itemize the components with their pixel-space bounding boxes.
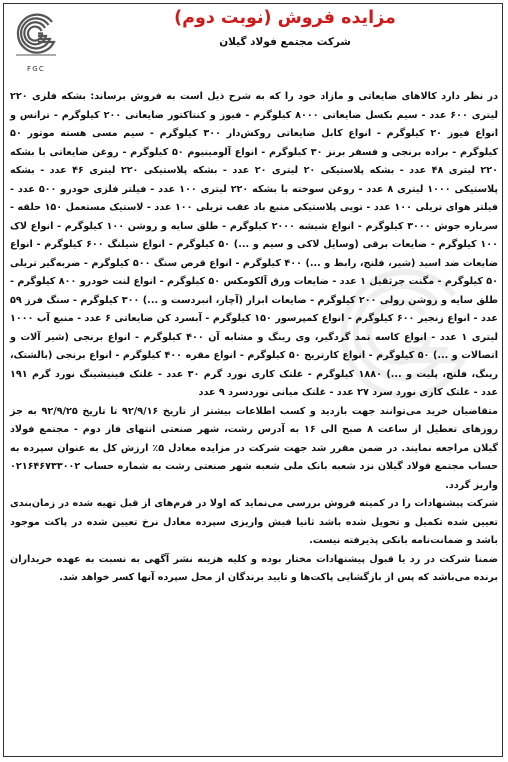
company-name: شرکت مجتمع فولاد گیلان bbox=[219, 36, 351, 48]
page-title: مزایده فروش (نوبت دوم) bbox=[174, 8, 396, 28]
items-paragraph: در نظر دارد کالاهای ضایعاتی و مازاد خود را که به شرح ذیل است به فروش برساند: بشکه فلزی ۲۲۰ لیتری ۶۰۰ عدد - سیم بکسل ضایعاتی ۸۰۰۰ کیلوگرم - فیوز و کنتاکتور ضایعاتی ۲۰۰ کیلوگرم - ترانس و انواع فیوز ۲۰ کیلوگرم - انواع کابل ضایعاتی روکش‌دار ۳۰۰ کیلوگرم - سیم مسی هسته موتور ۵۰ کیلوگرم - براده برنجی و فسفر برنز ۳۰ کیلوگرم - انواع آلومینیوم ۵۰ کیلوگرم - روغن ضایعاتی با بشکه ۲۲۰ لیتری ۴۸ عدد - بشکه پلاستیکی ۲۰ لیتری ۲۰ عدد - بشکه پلاستیکی ۲۲۰ لیتری ۴۶ عدد - بشکه پلاستیکی ۱۰۰۰ لیتری ۸ عدد - روغن سوخته با بشکه ۲۲۰ لیتری ۱۰۰ عدد - فیلتر فلزی خودرو ۵۰۰ عدد - فیلتر هوای تریلی ۱۰۰ عدد - تویی پلاستیکی منبع باد عقب تریلی ۱۰۰ عدد - لاستیک مستعمل ۱۵۰ حلقه - سرباره جوش ۳۰۰۰ کیلوگرم - انواع شیشه ۲۰۰۰ کیلوگرم - طلق سایه و روشن ۱۰۰ کیلوگرم - انواع لاک ۱۰۰ کیلوگرم - ضایعات برقی (وسایل لاکی و سیم و ...) ۵۰ کیلوگرم - انواع شیلنگ ۶۰۰ کیلوگرم - انواع ضایعات ضد اسید (شیر، فلنج، رابط و ...) ۴۰۰ کیلوگرم - انواع قرص سنگ ۵۰۰ کیلوگرم - ضربه‌گیر تریلی ۵۰ کیلوگرم - مگنت جرثقیل ۱ عدد - ضایعات ورق آلکومکس ۵۰ کیلوگرم - انواع لنت خودرو ۸۰۰ کیلوگرم - طلق سایه و روشن رولی ۲۰۰ کیلوگرم - ضایعات ابزار (آچار، انبردست و ...) ۳۰۰ کیلوگرم - سنگ فرز ۵۹ عدد - انواع زنجیر ۶۰۰ کیلوگرم - انواع کمپرسور ۱۵۰ کیلوگرم - آبسرد کن ضایعاتی ۶ عدد - منبع آب ۱۰۰۰ لیتری ۱ عدد - انواع کاسه نمد گردگیر، وی رینگ و مشابه آن ۴۰۰ کیلوگرم - انواع برنجی (شیر آلات و اتصالات و ...) ۵۰ کیلوگرم - انواع کارتریج ۵۰ کیلوگرم - انواع مقره ۴۰۰ کیلوگرم - انواع برنجی (بالشتک، رینگ، فلنج، پلیت و ...) ۱۸۸۰ کیلوگرم - غلتک کاری نورد گرم ۳۰ عدد - غلتک فینیشینگ نورد گرم ۱۹۱ عدد - غلتک کاری نورد سرد ۲۷ عدد - غلتک میانی نوردسرد ۹ عدد bbox=[10, 91, 499, 398]
announcement-body bbox=[10, 88, 498, 588]
company-logo bbox=[12, 8, 60, 78]
visit-deposit-paragraph: متقاضیان خرید می‌توانند جهت بازدید و کسب اطلاعات بیشتر از تاریخ ۹۲/۹/۱۶ تا تاریخ ۹۲/۹/۲۵ به جز روزهای تعطیل از ساعت ۸ صبح الی ۱۶ به آدرس رشت، شهر صنعتی انتهای فاز دوم - مجتمع فولاد گیلان مراجعه نمایند. در ضمن مقرر شد جهت شرکت در مزایده معادل ۵٪ ارزش کل به عنوان سپرده به حساب مجتمع فولاد گیلان نزد شعبه بانک ملی شعبه شهر صنعتی رشت به شماره حساب ۰۲۱۶۴۶۷۳۳۰۰۲ واریز گردد. bbox=[10, 405, 499, 491]
logo-text: FGC bbox=[27, 65, 45, 73]
proposal-terms-paragraph: شرکت پیشنهادات را در کمیته فروش بررسی می‌نماید که اولا در فرم‌های از قبل تهیه شده در زمان‌بندی تعیین شده تکمیل و تحویل شده باشد ثانیا فیش واریزی سپرده معادل نرخ تعیین شده در پاکت موجود باشد و ضمانت‌نامه بانکی پذیرفته نیست. bbox=[10, 498, 498, 546]
rights-costs-paragraph: ضمنا شرکت در رد یا قبول پیشنهادات مختار بوده و کلیه هزینه نشر آگهی به نسبت به عهده خریداران برنده می‌باشد که پس از بازگشایی پاکت‌ها و تایید برندگان از محل سپرده آنها کسر خواهد شد. bbox=[10, 553, 498, 583]
fgc-logo-icon bbox=[12, 8, 60, 63]
